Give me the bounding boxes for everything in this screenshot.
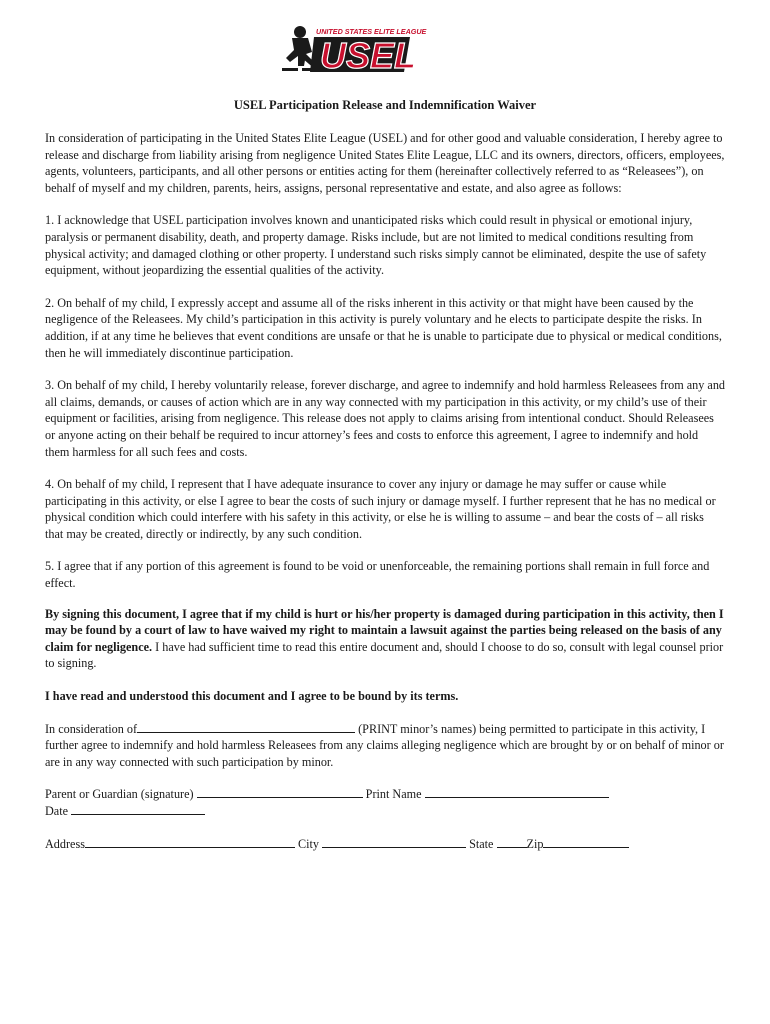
signature-row [45, 786, 725, 803]
intro-paragraph: In consideration of participating in the United States Elite League (USEL) and for other good and valuable consideration, I hereby agree to release and discharge from liability arising from negligence United States Elite League, LLC and its owners, directors, officers, employees, agents, volunteers, participants, and all other persons or entities acting for them (hereinafter collectively referred to as “Releasees”), on behalf of myself and my children, parents, heirs, assigns, personal representative and estate, and also agree as follows: [45, 131, 725, 195]
parent-signature-label: Parent or Guardian (signature) [45, 787, 194, 802]
logo-top-text: UNITED STATES ELITE LEAGUE [316, 27, 427, 36]
print-name-field[interactable] [425, 786, 609, 798]
print-name-label: Print Name [365, 787, 422, 802]
read-understood-statement: I have read and understood this document and I agree to be bound by its terms. [45, 689, 459, 704]
state-field[interactable] [497, 836, 527, 848]
date-label: Date [45, 804, 69, 818]
date-field[interactable] [71, 803, 205, 815]
consideration-prefix: In consideration of [45, 721, 138, 736]
address-label: Address [45, 836, 85, 851]
minor-names-field[interactable] [137, 721, 355, 733]
clause-4: 4. On behalf of my child, I represent that I have adequate insurance to cover any injury or damage he may suffer or cause while participating in this activity, or else I agree to bear the costs of such injury or damage myself. I further represent that he has no medical or physical condition which could interfere with his safety in this activity, or else he is willing to assume – and bear the costs of – all risks that may be created, directly or indirectly, by any such condition. [45, 477, 716, 541]
date-row [45, 803, 725, 820]
signing-statement [45, 606, 725, 672]
address-row [45, 836, 725, 853]
clause-5: 5. I agree that if any portion of this agreement is found to be void or unenforceable, the remaining portions shall remain in full force and effect. [45, 559, 710, 591]
city-label: City [298, 836, 319, 851]
minor-consideration-paragraph [45, 721, 725, 771]
city-field[interactable] [322, 836, 466, 848]
clause-1: 1. I acknowledge that USEL participation involves known and unanticipated risks which could result in physical or emotional injury, paralysis or permanent disability, death, and property damage. Risks include, but are not limited to medical conditions resulting from physical activity; and damaged clothing or other property. I understand such risks simply cannot be eliminated, despite the use of safety equipment, without jeopardizing the essential qualities of the activity. [45, 213, 707, 278]
consideration-suffix: (PRINT minor’s names) being permitted to participate in this activity, I further agree to indemnify and hold harmless Releasees from any claims alleging negligence which are brought by or on behalf of minor or are in any way connected with such participation by minor. [45, 721, 724, 769]
document-title: USEL Participation Release and Indemnification Waiver [233, 98, 537, 112]
zip-field[interactable] [543, 836, 629, 848]
clause-3: 3. On behalf of my child, I hereby voluntarily release, forever discharge, and agree to indemnify and hold harmless Releasees from any and all claims, demands, or causes of action which are in any way connected with my participation in this activity, or my child’s use of their equipment or facilities, arising from negligence. This release does not apply to claims arising from intentional conduct. Should Releasees or anyone acting on their behalf be required to incur attorney’s fees and costs to enforce this agreement, I agree to indemnify and hold them harmless for all such fees and costs. [45, 378, 726, 459]
address-field[interactable] [85, 836, 295, 848]
usel-logo [276, 22, 427, 76]
zip-label: Zip [526, 836, 544, 851]
parent-signature-field[interactable] [197, 786, 363, 798]
signing-rest-text: I have had sufficient time to read this entire document and, should I choose to do so, consult with legal counsel prior to signing. [45, 639, 724, 671]
signing-bold-text: By signing this document, I agree that if my child is hurt or his/her property is damaged during participation in this activity, then I may be found by a court of law to have waived my right to maintain a lawsuit against the parties being released on the basis of any claim for negligence. [45, 606, 724, 654]
waiver-body [45, 130, 725, 852]
state-label: State [469, 836, 494, 851]
clause-2: 2. On behalf of my child, I expressly accept and assume all of the risks inherent in this activity or that might have been caused by the negligence of the Releasees. My child’s participation in this activity is purely voluntary and he elects to participate despite the risks. In addition, if at any time he believes that event conditions are unsafe or that he is unable to participate due to physical or medical conditions, then he will immediately discontinue participation. [45, 295, 722, 360]
logo-main-text: USEL [320, 35, 417, 76]
